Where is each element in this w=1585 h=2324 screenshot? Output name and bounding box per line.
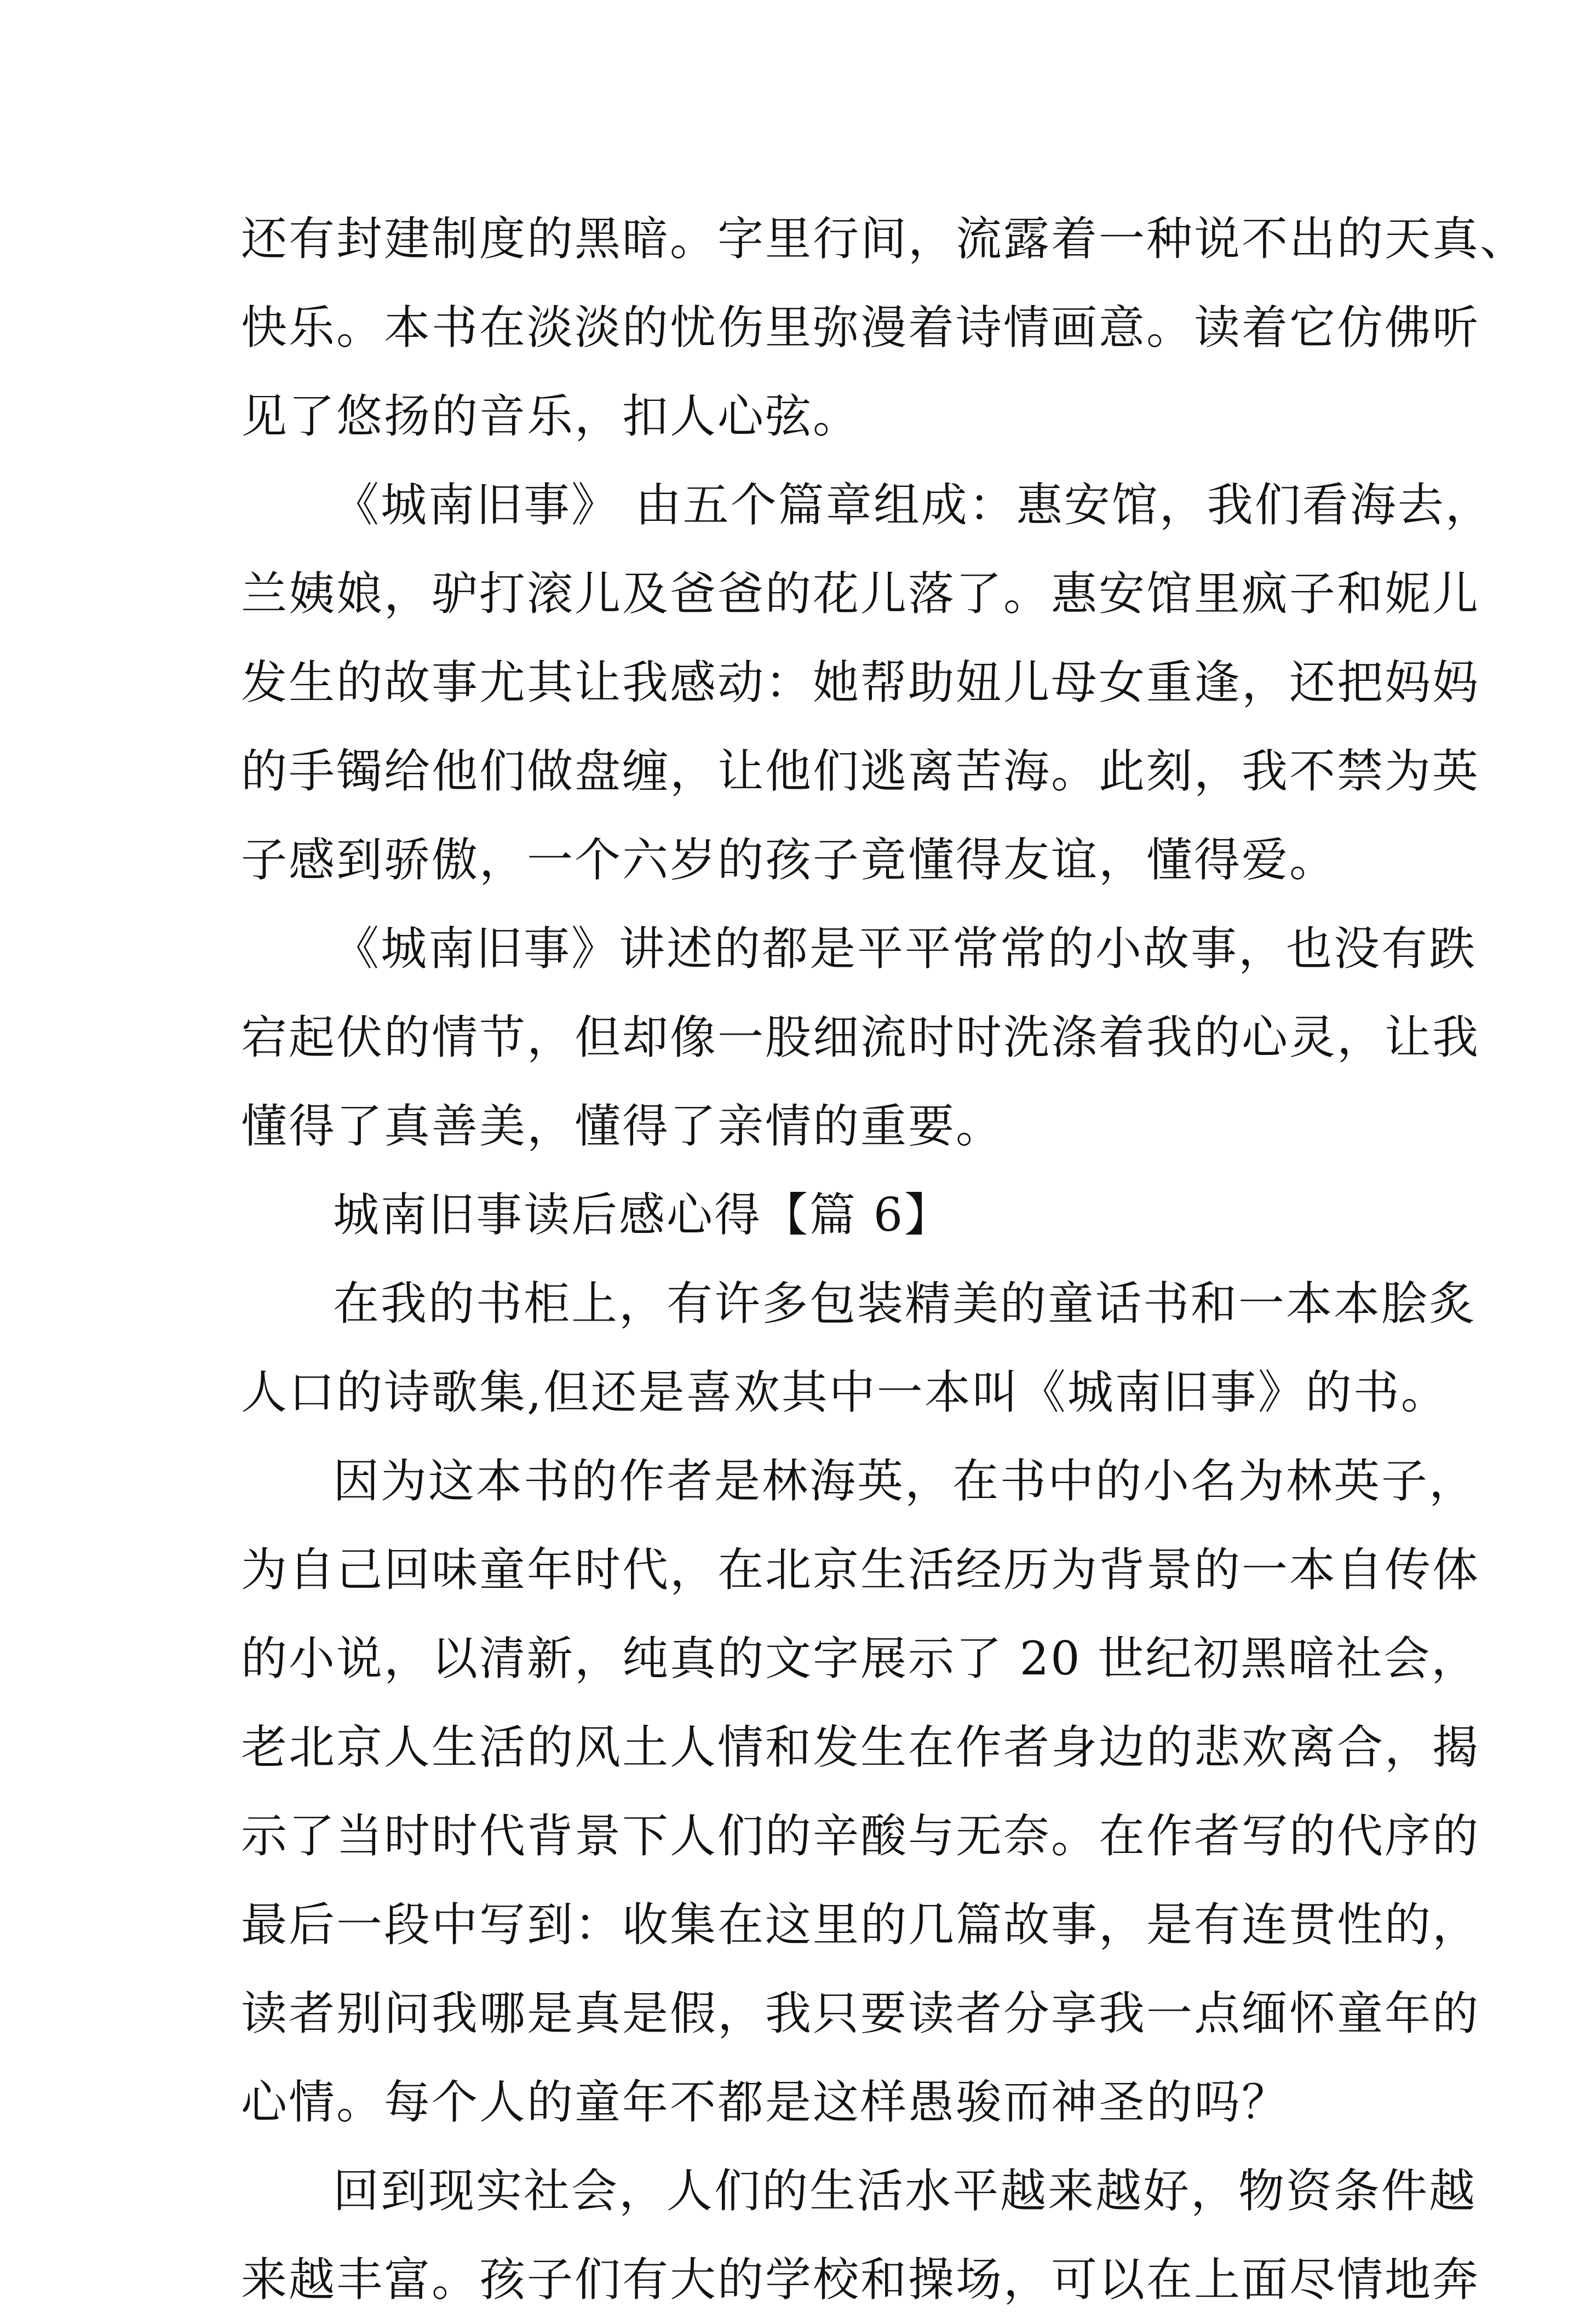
document-body	[241, 194, 1528, 2324]
text-line: 还有封建制度的黑暗。字里行间，流露着一种说不出的天真、	[241, 212, 1528, 266]
text-line: 快乐。本书在淡淡的忧伤里弥漫着诗情画意。读着它仿佛听	[241, 301, 1480, 354]
text-line: 见了悠扬的音乐，扣人心弦。	[241, 389, 861, 443]
text-line: 示了当时时代背景下人们的辛酸与无奈。在作者写的代序的	[241, 1809, 1480, 1863]
text-line: 为自己回味童年时代，在北京生活经历为背景的一本自传体	[241, 1543, 1480, 1597]
text-line: 老北京人生活的风土人情和发生在作者身边的悲欢离合，揭	[241, 1720, 1480, 1774]
section-heading: 城南旧事读后感心得【篇 6】	[333, 1188, 952, 1242]
text-line: 宕起伏的情节，但却像一股细流时时洗涤着我的心灵，让我	[241, 1011, 1480, 1064]
text-line: 《城南旧事》讲述的都是平平常常的小故事，也没有跌	[333, 922, 1477, 975]
text-line: 人口的诗歌集,但还是喜欢其中一本叫《城南旧事》的书。	[241, 1365, 1449, 1419]
text-line: 兰姨娘，驴打滚儿及爸爸的花儿落了。惠安馆里疯子和妮儿	[241, 567, 1480, 621]
text-line: 子感到骄傲，一个六岁的孩子竟懂得友谊，懂得爱。	[241, 833, 1337, 887]
text-line: 来越丰富。孩子们有大的学校和操场，可以在上面尽情地奔	[241, 2253, 1480, 2306]
text-line: 《城南旧事》 由五个篇章组成：惠安馆，我们看海去，	[333, 478, 1493, 532]
text-line: 最后一段中写到：收集在这里的几篇故事，是有连贯性的，	[241, 1898, 1480, 1952]
text-line: 因为这本书的作者是林海英，在书中的小名为林英子，	[333, 1454, 1477, 1508]
text-line: 心情。每个人的童年不都是这样愚骏而神圣的吗？	[241, 2075, 1290, 2129]
text-line: 读者别问我哪是真是假，我只要读者分享我一点缅怀童年的	[241, 1987, 1480, 2040]
text-line: 的手镯给他们做盘缠，让他们逃离苦海。此刻，我不禁为英	[241, 744, 1480, 798]
text-line: 懂得了真善美，懂得了亲情的重要。	[241, 1099, 1004, 1153]
text-line: 的小说，以清新，纯真的文字展示了 20 世纪初黑暗社会，	[241, 1632, 1479, 1685]
text-line: 发生的故事尤其让我感动：她帮助妞儿母女重逢，还把妈妈	[241, 656, 1480, 709]
text-line: 回到现实社会，人们的生活水平越来越好，物资条件越	[333, 2164, 1477, 2218]
text-line: 在我的书柜上，有许多包装精美的童话书和一本本脍炙	[333, 1277, 1477, 1330]
